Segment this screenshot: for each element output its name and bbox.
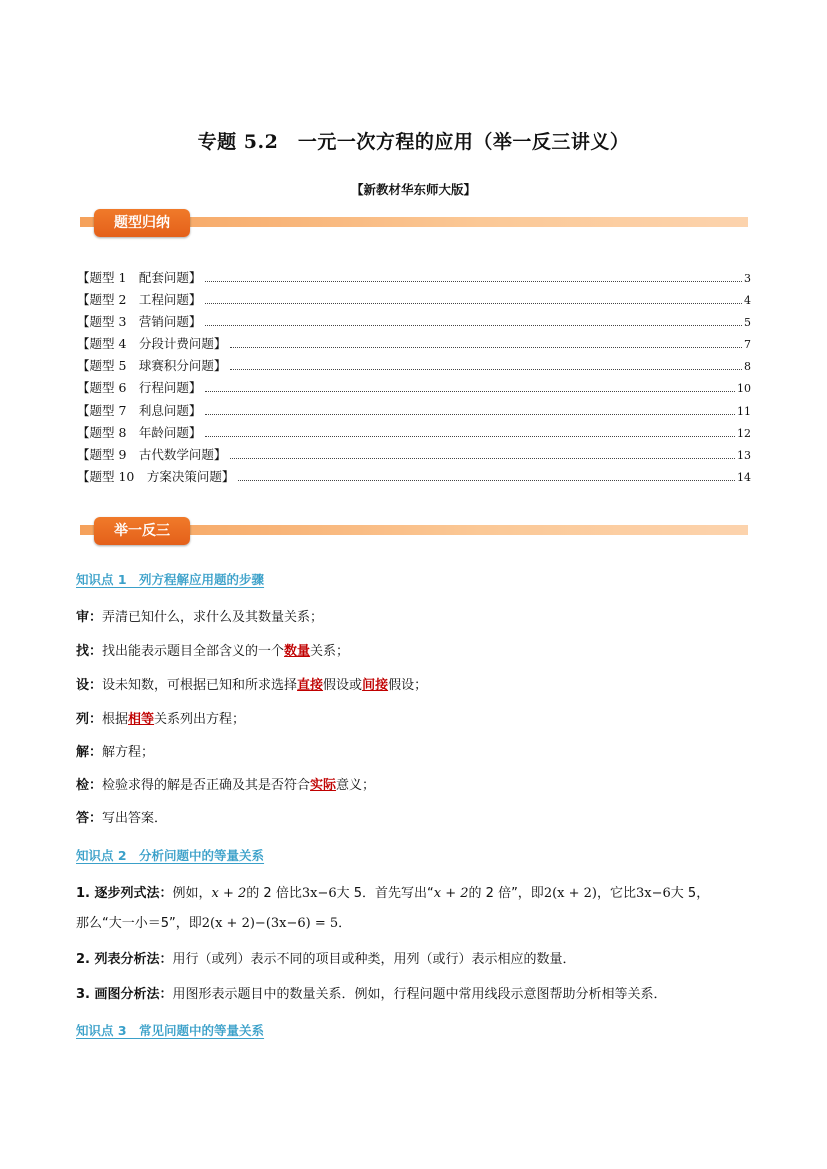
step-key: 答： bbox=[76, 811, 103, 826]
math-expression: 2(x + 2)−(3x−6) = 5 bbox=[201, 916, 339, 931]
toc-entry[interactable] bbox=[77, 378, 751, 400]
toc-entry[interactable] bbox=[77, 467, 751, 489]
step-key: 找： bbox=[76, 644, 103, 659]
toc-page: 11 bbox=[737, 404, 751, 418]
step-key: 设： bbox=[76, 678, 103, 693]
step-text: 找出能表示题目全部含义的一个 bbox=[102, 644, 285, 659]
knowledge-point-1-heading: 知识点 1 列方程解应用题的步骤 bbox=[76, 572, 265, 587]
method-text: ，它比 bbox=[597, 886, 637, 901]
toc-entry[interactable] bbox=[77, 356, 751, 378]
method-text: 用行（或列）表示不同的项目或种类，用列（或行）表示相应的数量． bbox=[172, 952, 576, 967]
edition-subtitle: 【新教材华东师大版】 bbox=[350, 182, 476, 197]
step-find bbox=[76, 640, 349, 659]
step-key: 列： bbox=[76, 712, 103, 727]
step-text: 写出答案． bbox=[102, 811, 168, 826]
method-text: 的 2 倍比 bbox=[246, 886, 302, 901]
step-text: 假设或 bbox=[323, 678, 363, 693]
knowledge-point-3-heading: 知识点 3 常见问题中的等量关系 bbox=[76, 1023, 265, 1038]
section-badge: 举一反三 bbox=[94, 517, 190, 545]
step-text: 解方程； bbox=[102, 745, 155, 760]
method-text: 那么“大一小＝5”，即 bbox=[76, 916, 202, 931]
toc-label: 【题型 9 古代数学问题】 bbox=[77, 446, 227, 462]
toc-label: 【题型 5 球赛积分问题】 bbox=[77, 358, 227, 374]
step-text: 设未知数，可根据已知和所求选择 bbox=[102, 678, 298, 693]
toc-label: 【题型 6 行程问题】 bbox=[77, 380, 202, 396]
toc-page: 12 bbox=[737, 426, 751, 440]
step-text: 假设； bbox=[388, 678, 428, 693]
math-expression: 3x−6 bbox=[301, 886, 337, 901]
step-key: 解： bbox=[76, 745, 103, 760]
toc-label: 【题型 2 工程问题】 bbox=[77, 292, 202, 308]
toc-entry[interactable] bbox=[77, 445, 751, 467]
method-stepwise-line2 bbox=[76, 912, 756, 931]
step-text: 关系列出方程； bbox=[154, 712, 246, 727]
toc-label: 【题型 3 营销问题】 bbox=[77, 314, 202, 330]
toc-leader bbox=[205, 414, 735, 415]
highlight-word: 数量 bbox=[284, 644, 311, 659]
toc-label: 【题型 7 利息问题】 bbox=[77, 402, 202, 418]
toc-page: 8 bbox=[744, 360, 751, 374]
toc-page: 5 bbox=[744, 316, 751, 330]
method-key: 1. 逐步列式法： bbox=[76, 886, 173, 901]
step-check bbox=[76, 774, 375, 793]
step-text: 关系； bbox=[310, 644, 350, 659]
highlight-word: 实际 bbox=[310, 778, 337, 793]
toc-entry[interactable] bbox=[77, 312, 751, 334]
toc-page: 10 bbox=[737, 382, 751, 396]
method-key: 3. 画图分析法： bbox=[76, 987, 173, 1002]
toc-entry[interactable] bbox=[77, 334, 751, 356]
toc-leader bbox=[205, 303, 742, 304]
section-header-question-types bbox=[80, 209, 748, 237]
math-expression: 2(x + 2) bbox=[543, 886, 597, 901]
toc-label: 【题型 4 分段计费问题】 bbox=[77, 336, 227, 352]
toc-page: 13 bbox=[737, 448, 751, 462]
step-set bbox=[76, 674, 427, 693]
method-text: 大 5．首先写出“ bbox=[336, 886, 434, 901]
step-review bbox=[76, 606, 323, 625]
step-solve bbox=[76, 741, 154, 760]
toc-label: 【题型 10 方案决策问题】 bbox=[77, 468, 235, 484]
method-table bbox=[76, 948, 756, 967]
method-text: 用图形表示题目中的数量关系．例如，行程问题中常用线段示意图帮助分析相等关系． bbox=[172, 987, 667, 1002]
math-expression: 3x−6 bbox=[636, 886, 671, 901]
math-expression: x + 2 bbox=[433, 886, 469, 901]
method-key: 2. 列表分析法： bbox=[76, 952, 173, 967]
toc-leader bbox=[238, 480, 735, 481]
toc-label: 【题型 1 配套问题】 bbox=[77, 270, 202, 285]
step-answer bbox=[76, 807, 167, 826]
step-text: 意义； bbox=[336, 778, 376, 793]
toc-label: 【题型 8 年龄问题】 bbox=[77, 424, 202, 440]
toc-entry[interactable] bbox=[77, 401, 751, 423]
toc-entry[interactable] bbox=[77, 423, 751, 445]
method-text: 例如， bbox=[172, 886, 212, 901]
method-diagram bbox=[76, 983, 756, 1002]
method-text: ． bbox=[338, 916, 352, 931]
method-stepwise bbox=[76, 882, 756, 901]
step-text: 弄清已知什么，求什么及其数量关系； bbox=[102, 610, 324, 625]
highlight-word: 直接 bbox=[297, 678, 324, 693]
step-text: 检验求得的解是否正确及其是否符合 bbox=[102, 778, 311, 793]
step-list bbox=[76, 708, 245, 727]
toc-page: 7 bbox=[744, 338, 751, 352]
highlight-word: 相等 bbox=[128, 712, 155, 727]
toc-leader bbox=[230, 347, 742, 348]
method-text: 的 2 倍”，即 bbox=[468, 886, 544, 901]
section-badge: 题型归纳 bbox=[94, 209, 190, 237]
toc-leader bbox=[205, 391, 735, 392]
toc-entry[interactable] bbox=[77, 268, 751, 290]
toc-page: 4 bbox=[744, 294, 751, 308]
page-title: 专题 5.2 一元一次方程的应用（举一反三讲义） bbox=[197, 131, 630, 153]
toc-leader bbox=[230, 369, 742, 370]
toc-leader bbox=[205, 281, 742, 282]
step-key: 检： bbox=[76, 778, 103, 793]
step-key: 审： bbox=[76, 610, 103, 625]
highlight-word: 间接 bbox=[362, 678, 389, 693]
step-text: 根据 bbox=[102, 712, 129, 727]
toc-leader bbox=[205, 325, 742, 326]
toc-page: 14 bbox=[737, 470, 751, 484]
toc-entry[interactable] bbox=[77, 290, 751, 312]
section-header-examples bbox=[80, 517, 748, 545]
table-of-contents bbox=[77, 268, 751, 489]
toc-page: 3 bbox=[744, 272, 751, 285]
toc-leader bbox=[230, 458, 735, 459]
method-text: 大 5， bbox=[670, 886, 710, 901]
math-expression: x + 2 bbox=[211, 886, 247, 901]
toc-leader bbox=[205, 436, 735, 437]
knowledge-point-2-heading: 知识点 2 分析问题中的等量关系 bbox=[76, 848, 265, 863]
